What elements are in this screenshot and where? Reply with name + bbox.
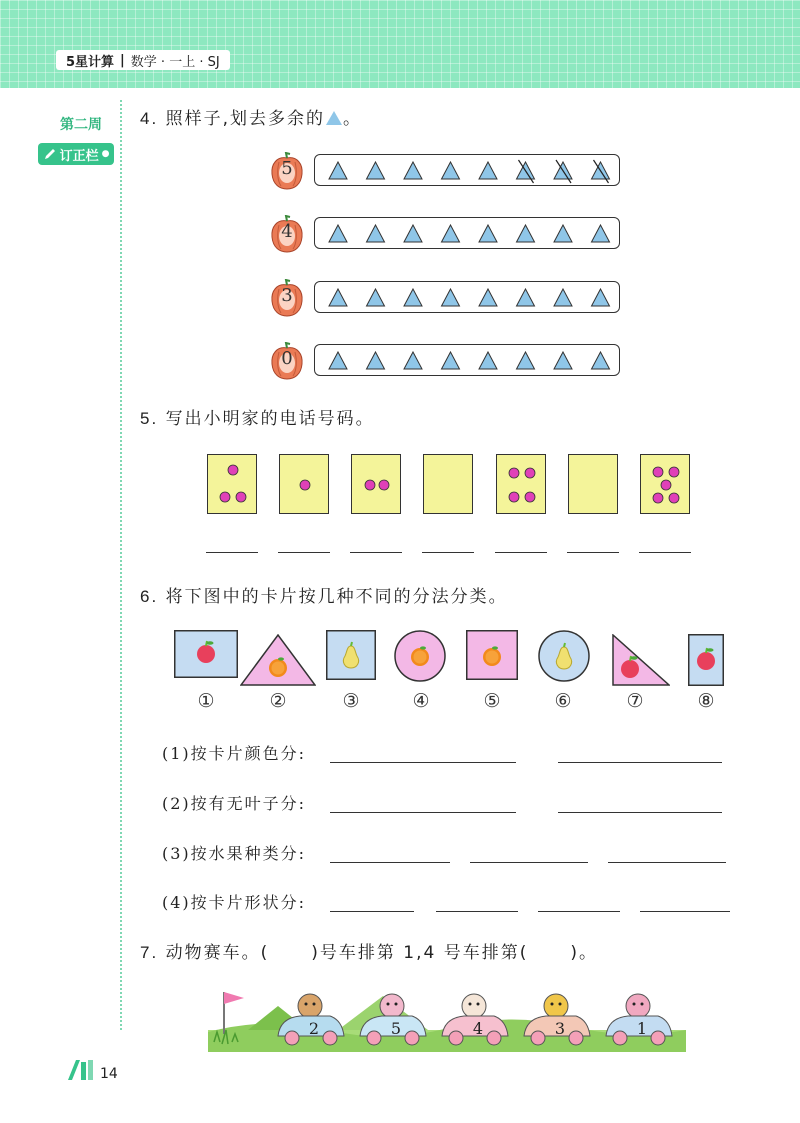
q7-text-c: )。 xyxy=(570,943,598,963)
pepper-number: 3 xyxy=(281,285,293,306)
wheel-icon xyxy=(651,1031,665,1045)
dot-mark xyxy=(300,480,310,490)
dot-mark xyxy=(509,492,519,502)
triangle-mark[interactable] xyxy=(329,352,347,369)
card-1 xyxy=(174,630,238,678)
dot-card xyxy=(207,454,257,514)
race-car xyxy=(606,994,672,1045)
triangle-box xyxy=(314,154,620,186)
dot-mark xyxy=(661,480,671,490)
dot-mark xyxy=(365,480,375,490)
dot-card xyxy=(423,454,473,514)
card-label-7: ⑦ xyxy=(626,690,644,712)
triangle-mark[interactable] xyxy=(329,289,347,306)
dot-mark xyxy=(669,467,679,477)
triangle-mark[interactable] xyxy=(592,352,610,369)
answer-line[interactable] xyxy=(330,812,516,813)
triangle-box xyxy=(314,217,620,249)
car-number: 4 xyxy=(472,1019,484,1038)
week-label: 第二周 xyxy=(60,117,102,133)
dot-mark xyxy=(379,480,389,490)
triangle-mark[interactable] xyxy=(517,225,535,242)
dot-mark xyxy=(220,492,230,502)
triangle-mark[interactable] xyxy=(517,352,535,369)
sub-question-4: (4)按卡片形状分: xyxy=(162,893,307,912)
card-label-6: ⑥ xyxy=(554,690,572,712)
dot-mark xyxy=(525,492,535,502)
dot-card xyxy=(279,454,329,514)
triangle-mark[interactable] xyxy=(517,289,535,306)
books-logo-icon xyxy=(66,1058,96,1080)
pencil-icon xyxy=(43,147,57,161)
book-title: 5星计算 xyxy=(66,54,115,70)
triangle-mark[interactable] xyxy=(367,352,385,369)
phone-digit-blank[interactable] xyxy=(495,552,547,553)
dot-card xyxy=(640,454,690,514)
animal-icon xyxy=(298,994,322,1018)
race-car xyxy=(442,994,508,1045)
wheel-icon xyxy=(367,1031,381,1045)
dot-icon: ● xyxy=(101,149,110,159)
triangle-mark[interactable] xyxy=(442,289,460,306)
animal-icon xyxy=(626,994,650,1018)
card-8 xyxy=(688,634,724,686)
dot-mark xyxy=(669,493,679,503)
phone-digit-blank[interactable] xyxy=(422,552,474,553)
race-car xyxy=(278,994,344,1045)
sidebar-divider xyxy=(120,100,122,1030)
card-label-8: ⑧ xyxy=(697,690,715,712)
header-separator: | xyxy=(120,52,125,68)
triangle-icon xyxy=(326,111,342,125)
triangle-mark[interactable] xyxy=(404,162,422,179)
triangle-box xyxy=(314,344,620,376)
triangle-mark[interactable] xyxy=(479,289,497,306)
triangle-mark[interactable] xyxy=(367,289,385,306)
dot-card xyxy=(496,454,546,514)
q4-number: 4. xyxy=(140,109,159,128)
card-label-5: ⑤ xyxy=(483,690,501,712)
triangle-mark[interactable] xyxy=(367,162,385,179)
q5-number: 5. xyxy=(140,409,159,428)
card-6 xyxy=(538,630,590,682)
wheel-icon xyxy=(613,1031,627,1045)
pepper-number: 4 xyxy=(281,221,293,242)
card-4 xyxy=(394,630,446,682)
wheel-icon xyxy=(405,1031,419,1045)
q4-text: 照样子,划去多余的 xyxy=(165,109,325,129)
q7-text-b: )号车排第 1,4 号车排第( xyxy=(311,943,529,963)
sub-question-2: (2)按有无叶子分: xyxy=(162,794,307,813)
dot-mark xyxy=(509,468,519,478)
wheel-icon xyxy=(323,1031,337,1045)
car-number: 2 xyxy=(308,1019,320,1038)
triangle-mark[interactable] xyxy=(329,162,347,179)
answer-line[interactable] xyxy=(558,762,722,763)
phone-digit-blank[interactable] xyxy=(639,552,691,553)
triangle-mark[interactable] xyxy=(404,289,422,306)
book-tag xyxy=(56,50,230,70)
card-2 xyxy=(240,634,316,686)
triangle-mark[interactable] xyxy=(554,352,572,369)
answer-line[interactable] xyxy=(330,911,414,912)
dot-mark xyxy=(653,493,663,503)
triangle-mark[interactable] xyxy=(554,289,572,306)
dot-card xyxy=(568,454,618,514)
sub-question-1: (1)按卡片颜色分: xyxy=(162,744,307,763)
wheel-icon xyxy=(285,1031,299,1045)
card-label-4: ④ xyxy=(412,690,430,712)
subject-label: 数学 · 一上 · SJ xyxy=(130,54,220,70)
answer-line[interactable] xyxy=(436,911,518,912)
triangle-row-3 xyxy=(270,279,630,319)
answer-line[interactable] xyxy=(470,862,588,863)
wheel-icon xyxy=(569,1031,583,1045)
triangle-mark[interactable] xyxy=(442,352,460,369)
dot-mark xyxy=(525,468,535,478)
triangle-mark[interactable] xyxy=(404,225,422,242)
race-car xyxy=(524,994,590,1045)
header-band xyxy=(0,0,800,88)
dot-mark xyxy=(653,467,663,477)
animal-icon xyxy=(462,994,486,1018)
dot-mark xyxy=(236,492,246,502)
q7-number: 7. xyxy=(140,943,159,962)
card-label-1: ① xyxy=(197,690,215,712)
answer-line[interactable] xyxy=(640,911,730,912)
pepper-number: 0 xyxy=(281,348,293,369)
correction-tag xyxy=(38,143,114,165)
triangle-mark[interactable] xyxy=(592,225,610,242)
triangle-mark[interactable] xyxy=(329,225,347,242)
triangle-mark[interactable] xyxy=(442,225,460,242)
triangle-mark[interactable] xyxy=(442,162,460,179)
card-7 xyxy=(612,634,670,686)
animal-icon xyxy=(380,994,404,1018)
phone-digit-blank[interactable] xyxy=(278,552,330,553)
correction-label: 订正栏 xyxy=(59,148,99,164)
q4-title xyxy=(140,104,362,129)
triangle-mark[interactable] xyxy=(479,162,497,179)
car-number: 1 xyxy=(636,1019,648,1038)
race-car xyxy=(360,994,426,1045)
answer-line[interactable] xyxy=(558,812,722,813)
car-number: 3 xyxy=(554,1019,566,1038)
triangle-mark[interactable] xyxy=(554,225,572,242)
triangle-row-2 xyxy=(270,215,630,255)
triangle-row-1 xyxy=(270,152,630,192)
race-illustration xyxy=(208,986,686,1052)
card-5 xyxy=(466,630,518,680)
triangle-row-4 xyxy=(270,342,630,382)
card-label-3: ③ xyxy=(342,690,360,712)
answer-line[interactable] xyxy=(608,862,726,863)
card-3 xyxy=(326,630,376,680)
sub-question-3: (3)按水果种类分: xyxy=(162,844,307,863)
answer-line[interactable] xyxy=(330,762,516,763)
triangle-mark[interactable] xyxy=(592,289,610,306)
triangle-mark[interactable] xyxy=(479,352,497,369)
answer-line[interactable] xyxy=(330,862,450,863)
answer-line[interactable] xyxy=(538,911,620,912)
pepper-number: 5 xyxy=(281,158,293,179)
wheel-icon xyxy=(531,1031,545,1045)
page-number: 14 xyxy=(100,1066,118,1082)
q6-number: 6. xyxy=(140,587,159,606)
triangle-box xyxy=(314,281,620,313)
q6-text: 将下图中的卡片按几种不同的分法分类。 xyxy=(165,587,508,607)
wheel-icon xyxy=(449,1031,463,1045)
q7-title xyxy=(140,938,598,963)
wheel-icon xyxy=(487,1031,501,1045)
q6-title xyxy=(140,582,508,607)
dot-mark xyxy=(228,465,238,475)
q5-title xyxy=(140,404,375,429)
car-number: 5 xyxy=(390,1019,402,1038)
q5-text: 写出小明家的电话号码。 xyxy=(165,409,375,429)
phone-digit-blank[interactable] xyxy=(206,552,258,553)
triangle-mark[interactable] xyxy=(367,225,385,242)
phone-digit-blank[interactable] xyxy=(350,552,402,553)
q7-text-a: 动物赛车。( xyxy=(165,943,270,963)
card-label-2: ② xyxy=(269,690,287,712)
triangle-mark[interactable] xyxy=(479,225,497,242)
phone-digit-blank[interactable] xyxy=(567,552,619,553)
dot-card xyxy=(351,454,401,514)
q4-text-end: 。 xyxy=(343,109,362,129)
animal-icon xyxy=(544,994,568,1018)
triangle-mark[interactable] xyxy=(404,352,422,369)
